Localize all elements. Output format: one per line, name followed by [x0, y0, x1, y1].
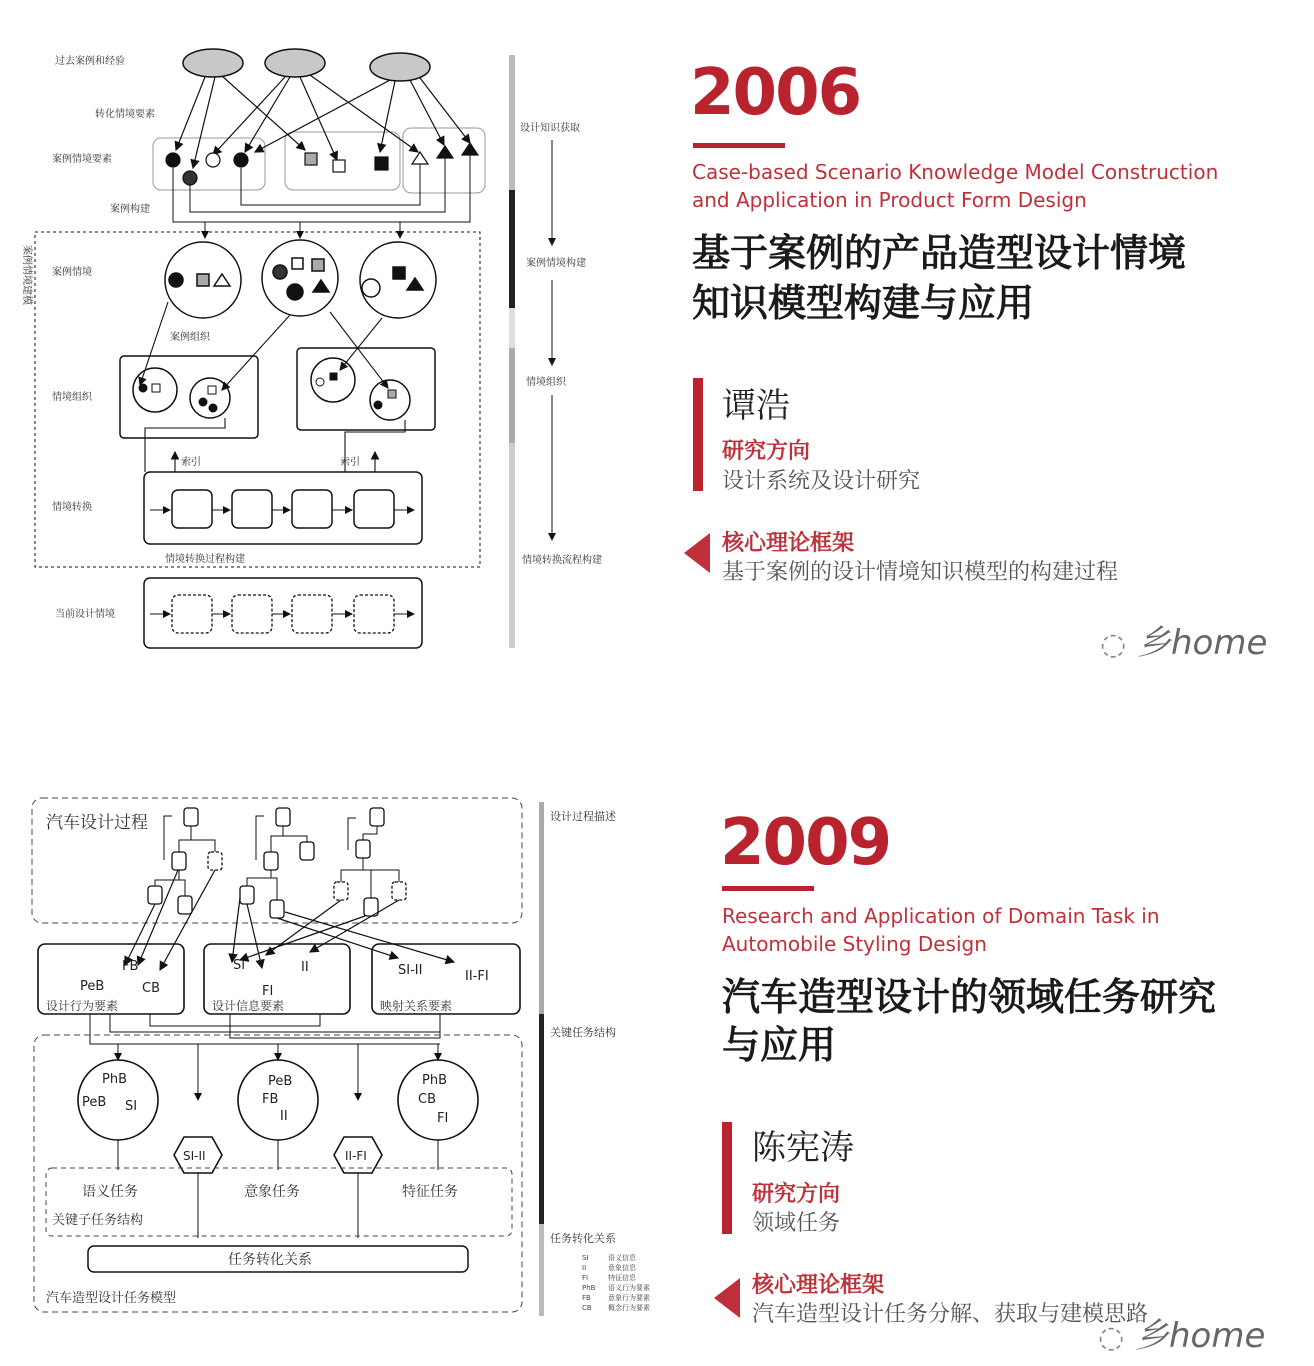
svg-text:CB: CB — [582, 1304, 592, 1312]
watermark-text: 乡home — [1135, 1316, 1266, 1356]
research-text: 领域任务 — [752, 1211, 841, 1236]
row-label: 当前设计情境 — [55, 609, 115, 620]
chinese-title-line: 基于案例的产品造型设计情境 — [692, 231, 1187, 275]
task-item: PhB — [102, 1072, 127, 1087]
side-label: 案例情境建模 — [21, 245, 32, 305]
legend — [582, 1253, 650, 1312]
english-title-line: Research and Application of Domain Task in — [722, 904, 1160, 928]
subtask-label: 特征任务 — [402, 1184, 458, 1200]
index-label: 索引 — [340, 457, 360, 468]
element-item: CB — [142, 981, 160, 996]
task-item: CB — [418, 1092, 436, 1107]
framework-triangle-icon — [684, 533, 710, 573]
row-label: 过去案例和经验 — [55, 56, 125, 67]
process-label: 汽车设计过程 — [46, 813, 148, 833]
framework-label: 核心理论框架 — [722, 531, 855, 556]
chinese-title-line: 知识模型构建与应用 — [692, 281, 1035, 325]
watermark-text: 乡home — [1137, 623, 1268, 663]
svg-text:FI: FI — [582, 1274, 589, 1282]
framework-text: 汽车造型设计任务分解、获取与建模思路 — [752, 1302, 1149, 1327]
element-box-label: 映射关系要素 — [380, 999, 453, 1013]
task-item: FB — [262, 1092, 279, 1107]
svg-text:PhB: PhB — [582, 1284, 596, 1292]
framework-triangle-icon — [714, 1278, 740, 1318]
element-box-label: 设计信息要素 — [212, 999, 285, 1013]
watermark — [1100, 615, 1267, 664]
author-name: 陈宪涛 — [752, 1128, 854, 1168]
row-label: 案例构建 — [110, 204, 150, 215]
subtask-label: 语义任务 — [82, 1184, 138, 1200]
element-box-label: 设计行为要素 — [46, 999, 119, 1013]
task-item: II — [280, 1109, 288, 1124]
element-item: FB — [122, 959, 139, 974]
task-item: PeB — [268, 1074, 293, 1089]
row-label: 案例情境 — [52, 267, 92, 278]
inner-label: 案例组织 — [170, 332, 210, 343]
task-item: PhB — [422, 1073, 447, 1088]
element-item: II-FI — [465, 969, 489, 984]
stage-label: 情境组织 — [526, 377, 566, 388]
index-label: 索引 — [181, 457, 201, 468]
svg-text:意象信息: 意象信息 — [608, 1264, 636, 1272]
element-item: SI-II — [398, 963, 423, 978]
stage-label: 案例情境构建 — [526, 258, 586, 269]
year-2006: 2006 — [690, 56, 861, 130]
task-item: SI — [125, 1099, 138, 1114]
diagram-2009 — [0, 790, 680, 1334]
english-title-line: Automobile Styling Design — [722, 932, 987, 956]
author-bar — [722, 1122, 732, 1234]
svg-text:意象行为要素: 意象行为要素 — [608, 1294, 650, 1302]
svg-text:II: II — [582, 1264, 587, 1272]
year-underline — [693, 143, 785, 148]
task-item: FI — [437, 1111, 449, 1126]
row-label: 案例情境要素 — [52, 154, 112, 165]
chinese-title-line: 汽车造型设计的领域任务研究 — [722, 975, 1217, 1019]
experience-ellipse — [370, 53, 430, 81]
year-2009: 2009 — [720, 806, 891, 880]
element-item: II — [301, 960, 309, 975]
subtask-structure-label: 关键子任务结构 — [52, 1213, 144, 1228]
case-scenario-diagram — [0, 0, 660, 680]
task-item: PeB — [82, 1095, 107, 1110]
row-label: 情境转换 — [52, 502, 92, 513]
author-bar — [693, 378, 703, 491]
framework-text: 基于案例的设计情境知识模型的构建过程 — [722, 560, 1119, 585]
inner-label: 情境转换过程构建 — [165, 554, 245, 565]
english-title-line: Case-based Scenario Knowledge Model Construction — [692, 160, 1219, 184]
wechat-icon: ◌ — [1100, 627, 1127, 662]
svg-text:特征信息: 特征信息 — [608, 1274, 636, 1282]
svg-text:SI: SI — [582, 1254, 589, 1262]
research-label: 研究方向 — [752, 1182, 841, 1207]
stage-label: 设计过程描述 — [550, 810, 616, 823]
author-name: 谭浩 — [722, 386, 790, 426]
experience-ellipse — [265, 49, 325, 77]
stage-label: 设计知识获取 — [520, 123, 580, 134]
transform-label: 任务转化关系 — [228, 1252, 312, 1268]
framework-label: 核心理论框架 — [752, 1273, 885, 1298]
chinese-title-line: 与应用 — [722, 1023, 837, 1067]
stage-label: 任务转化关系 — [550, 1232, 616, 1245]
diagram-2006 — [0, 0, 660, 684]
wechat-icon: ◌ — [1098, 1320, 1125, 1355]
experience-ellipse — [183, 49, 243, 77]
year-underline — [722, 886, 814, 891]
stage-label: 情境转换流程构建 — [522, 555, 602, 566]
stage-label: 关键任务结构 — [550, 1026, 616, 1039]
svg-text:语义行为要素: 语义行为要素 — [608, 1284, 650, 1292]
english-title-line: and Application in Product Form Design — [692, 188, 1087, 212]
research-label: 研究方向 — [722, 439, 811, 464]
row-label: 转化情境要素 — [95, 109, 155, 120]
hex-label: II-FI — [345, 1149, 367, 1163]
watermark — [1098, 1308, 1265, 1357]
research-text: 设计系统及设计研究 — [722, 469, 921, 494]
svg-text:语义信息: 语义信息 — [608, 1254, 636, 1262]
subtask-label: 意象任务 — [244, 1184, 300, 1200]
element-item: SI — [233, 958, 246, 973]
svg-text:概念行为要素: 概念行为要素 — [608, 1304, 650, 1312]
model-label: 汽车造型设计任务模型 — [46, 1291, 177, 1306]
domain-task-diagram — [0, 790, 680, 1330]
svg-text:FB: FB — [582, 1294, 591, 1302]
element-item: PeB — [80, 979, 105, 994]
hex-label: SI-II — [183, 1149, 206, 1163]
element-item: FI — [262, 984, 274, 999]
row-label: 情境组织 — [52, 392, 92, 403]
